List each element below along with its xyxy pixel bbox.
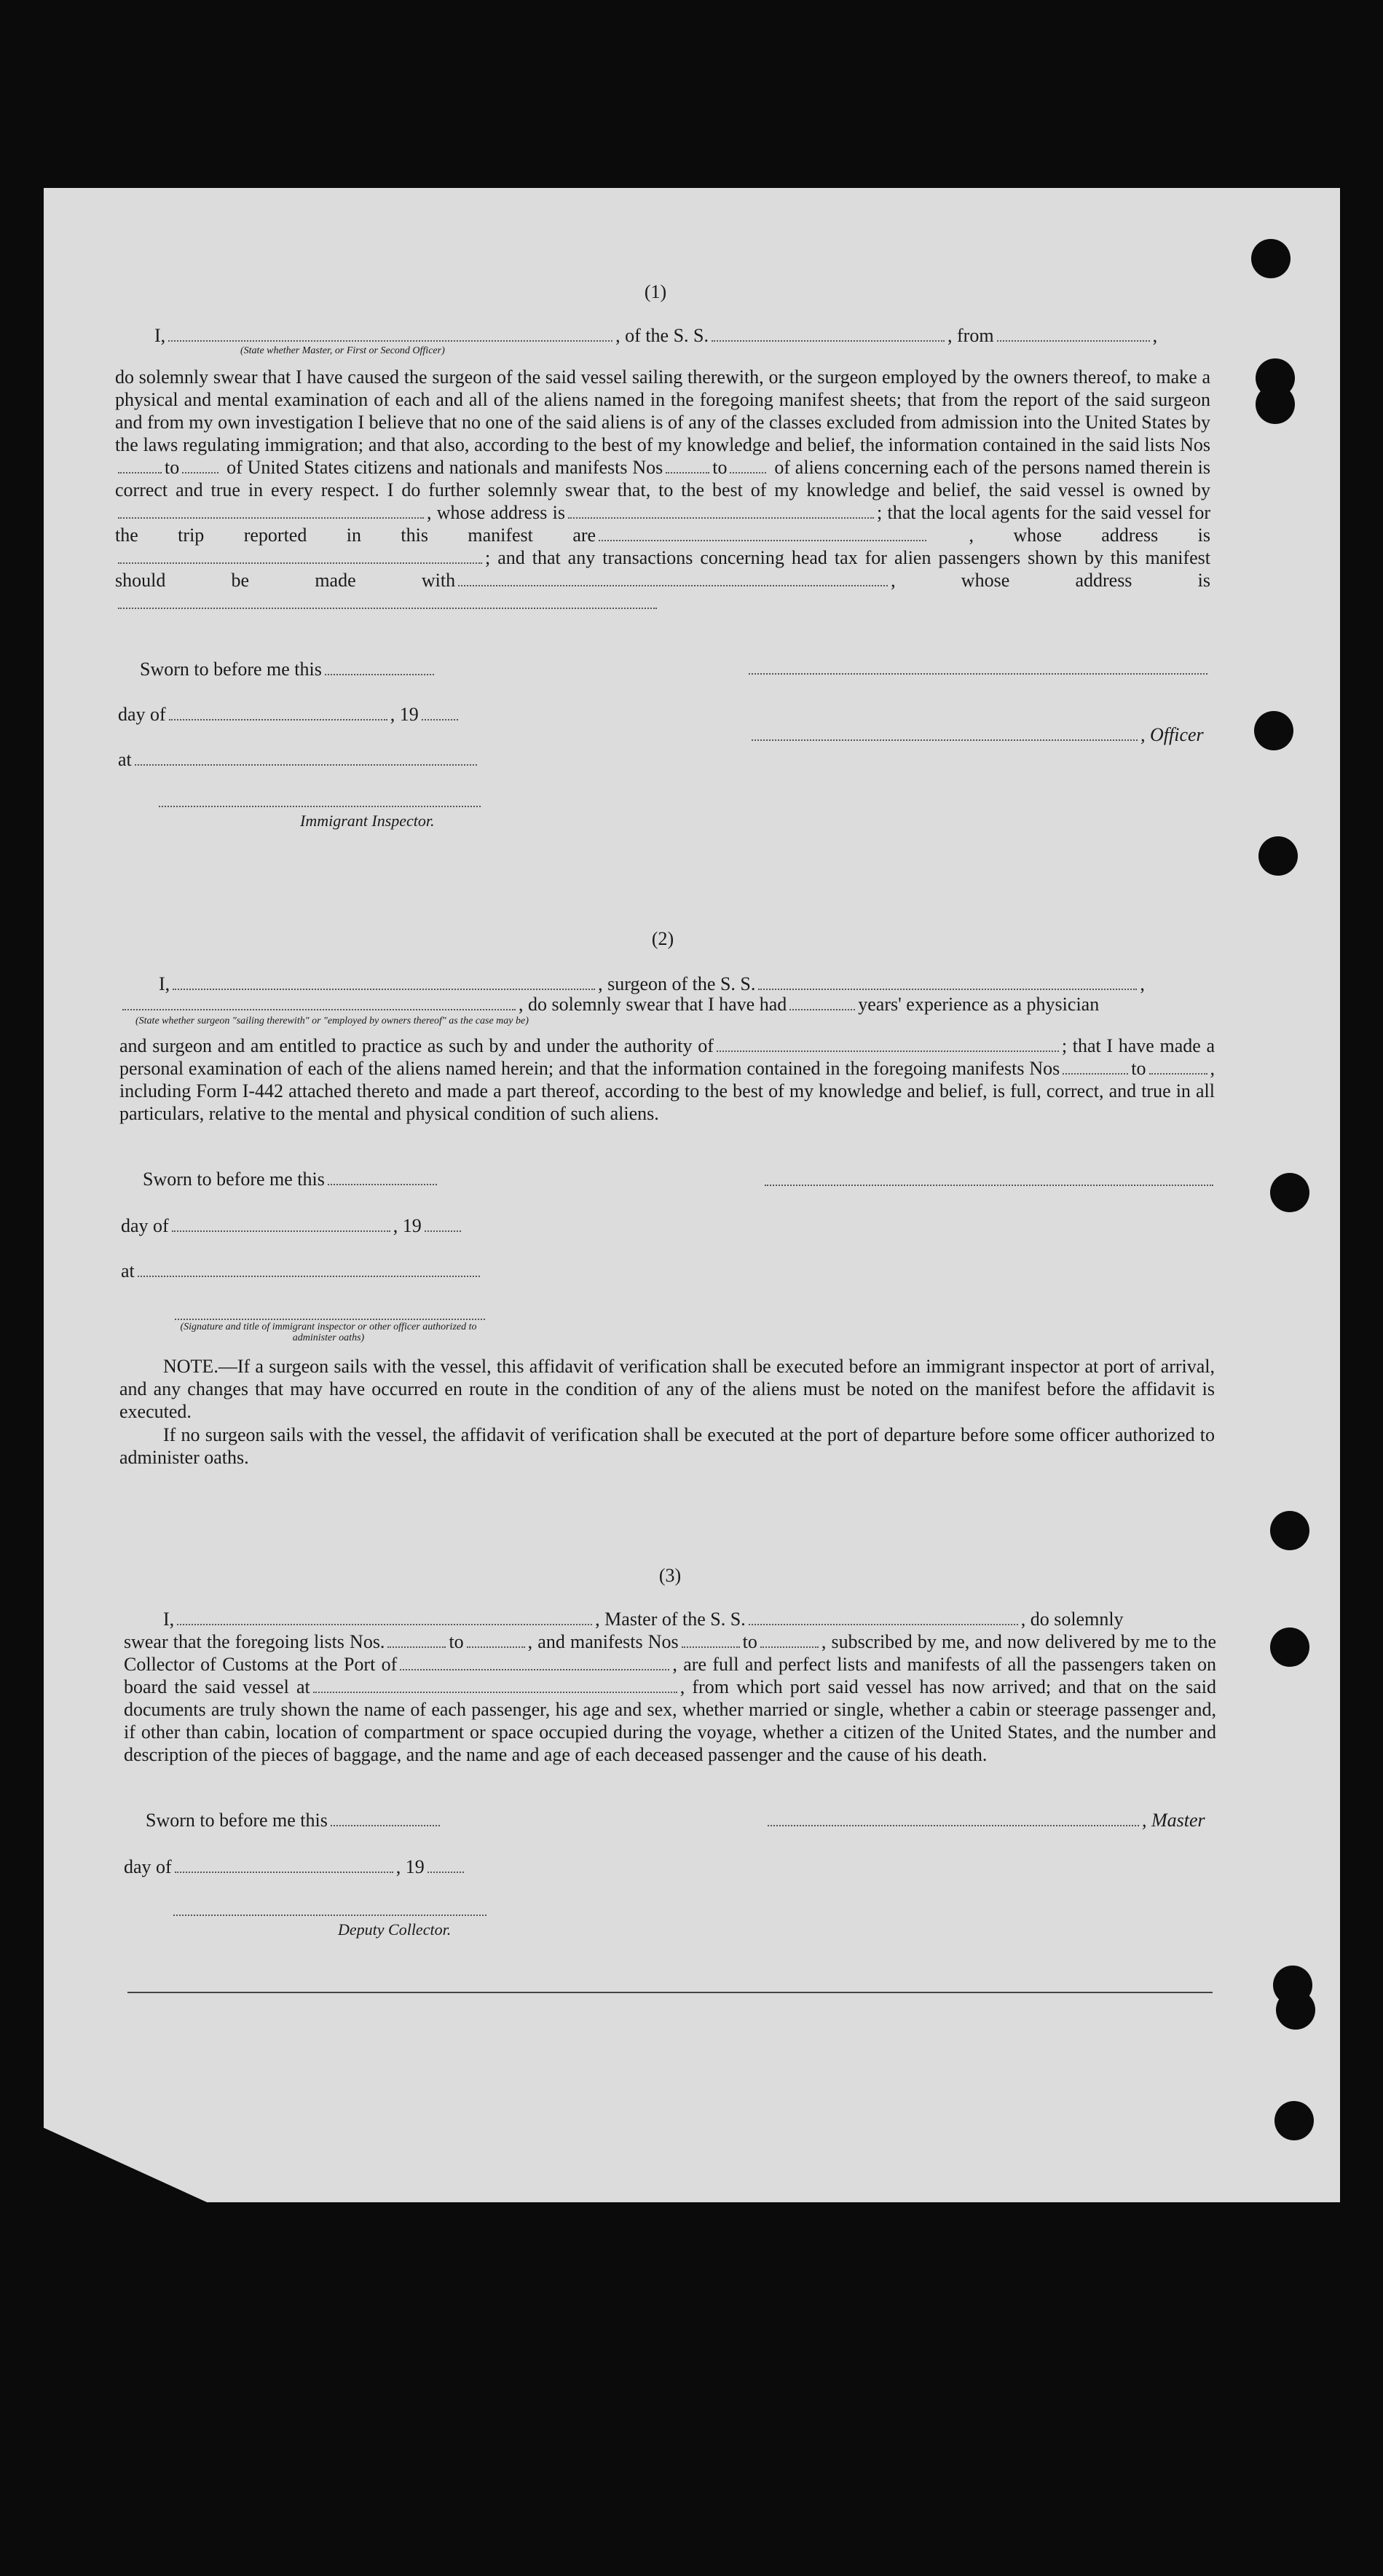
section-2-oath-text: and surgeon and am entitled to practice as such by and under the authority of ; that I have made a personal examination of each of the aliens named herein; and that the information contained in the foregoing manifests Nos to , including Form I-442 attached thereto and made a part thereof, according to the best of my knowledge and belief, is full, correct, and true in all particulars, relative to the mental and physical condition of such aliens. [119, 1035, 1215, 1124]
section-1-signature-line [749, 672, 1207, 675]
section-1-at: at [118, 749, 480, 771]
section-1-declarant-line: I, , of the S. S. , from , [154, 325, 1158, 346]
binder-hole [1270, 1627, 1309, 1667]
binder-hole [1276, 1990, 1315, 2030]
binder-hole [1256, 385, 1295, 424]
officer-label: , Officer [1140, 724, 1204, 745]
section-1-number: (1) [644, 281, 667, 302]
section-2-note-1: NOTE.—If a surgeon sails with the vessel, this affidavit of verification shall be executed before an immigrant inspector at port of arrival, and any changes that may have occurred en route in the condition of any of the aliens must be noted on the manifest before the affidavit is executed. [119, 1356, 1215, 1422]
section-2-signature-line [765, 1183, 1213, 1186]
section-3-master-signature [765, 1810, 1205, 1831]
section-3-oath-text: swear that the foregoing lists Nos. to , and manifests Nos to , subscribed by me, and now delivered by me to the Collector of Customs at the Port of , are full and perfect lists and manifests of all the passengers taken on board the said vessel at , from which port said vessel has now arrived; and that on the said documents are truly shown the name of each passenger, his age and sex, whether married or single, whether a cabin or steerage passenger and, if other than cabin, location of compartment or space occupied during the voyage, whether a citizen of the United States, and the number and description of the pieces of baggage, and the name and age of each deceased passenger and the cause of his death. [124, 1631, 1217, 1765]
section-2-surgeon-line: I, , surgeon of the S. S. , [159, 973, 1145, 994]
section-1-sworn: Sworn to before me this [140, 659, 437, 680]
section-3-collector-line [173, 1913, 486, 1916]
section-1-officer-line [749, 724, 1204, 746]
section-2-day-of: day of , 19 [121, 1215, 464, 1237]
section-1-day-of: day of , 19 [118, 704, 461, 726]
binder-hole [1274, 2101, 1314, 2140]
section-2-experience-line: , do solemnly swear that I have had years' experience as a physician [119, 994, 1099, 1016]
section-2-signature-note: (Signature and title of immigrant inspector or other officer authorized to administer oaths) [180, 1322, 477, 1343]
immigrant-inspector-label: Immigrant Inspector. [300, 812, 435, 830]
section-1-oath-text: do solemnly swear that I have caused the surgeon of the said vessel sailing therewith, or the surgeon employed by the owners thereof, to make a physical and mental examination of each and all of the aliens named in the foregoing manifest sheets; that from the report of the said surgeon and from my own investigation I believe that no one of the said aliens is of any of the classes excluded from admission into the United States by the laws regulating immigration; and that also, according to the best of my knowledge and belief, the information contained in the said lists Nosto of United States citizens and nationals and manifests Nos to of aliens concerning each of the persons named therein is correct and true in every respect. I do further solemnly swear that, to the best of my knowledge and belief, the said vessel is owned by, whose address is ; that the local agents for the said vessel for the trip reported in this manifest are , whose address is; and that any transactions concerning head tax for alien passengers shown by this manifest should be made with , whose address is [115, 366, 1210, 614]
section-2-at: at [121, 1260, 483, 1282]
binder-hole [1258, 836, 1298, 876]
section-2-sworn: Sworn to before me this [143, 1169, 440, 1190]
section-2-number: (2) [651, 928, 674, 949]
master-label: , Master [1142, 1810, 1205, 1831]
section-3-day-of: day of , 19 [124, 1856, 467, 1878]
bottom-rule [127, 1992, 1213, 1993]
section-3-number: (3) [658, 1565, 682, 1586]
binder-hole [1270, 1173, 1309, 1212]
binder-hole [1251, 239, 1291, 278]
section-2-inspector-line [175, 1317, 485, 1320]
binder-hole [1254, 711, 1293, 750]
section-1-officer-note: (State whether Master, or First or Second Officer) [240, 345, 445, 356]
section-3-master-line: I, , Master of the S. S. , do solemnly [163, 1609, 1124, 1630]
deputy-collector-label: Deputy Collector. [338, 1920, 452, 1939]
binder-hole [1270, 1511, 1309, 1550]
section-2-surgeon-note: (State whether surgeon "sailing therewith" or "employed by owners thereof" as the case may be) [135, 1016, 529, 1026]
section-1-inspector-line [159, 804, 481, 807]
section-3-sworn: Sworn to before me this [146, 1810, 443, 1831]
section-2-note-2: If no surgeon sails with the vessel, the affidavit of verification shall be executed at the port of departure before some officer authorized to administer oaths. [119, 1424, 1215, 1468]
